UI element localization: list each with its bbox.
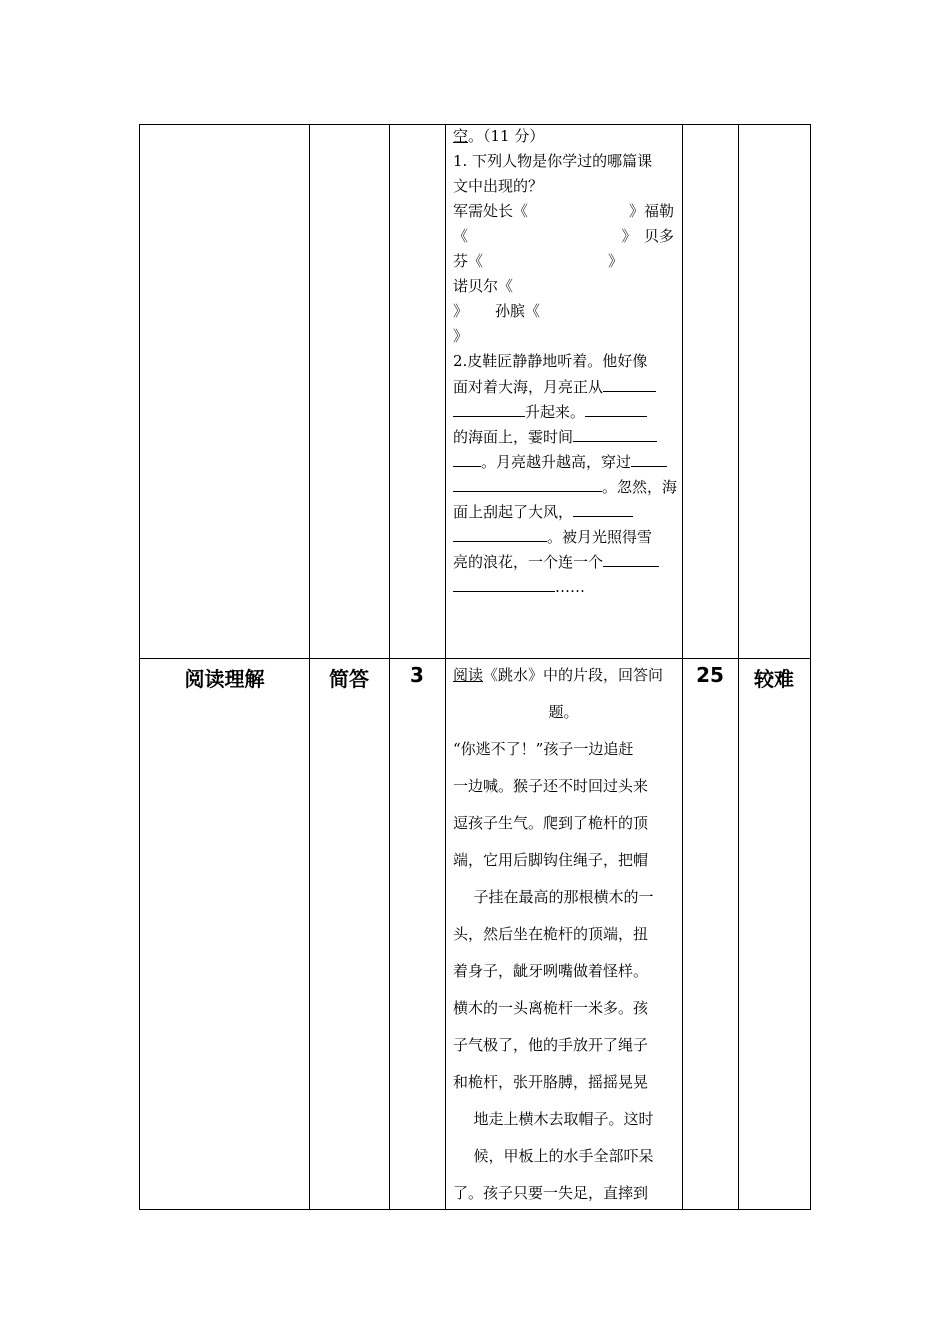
question-line: 。被月光照得雪 (453, 524, 674, 549)
question-line: …… (453, 574, 674, 599)
answer-blank (453, 524, 547, 542)
passage-line: 头，然后坐在桅杆的顶端，扭 (453, 925, 649, 943)
passage-line: 和桅杆，张开胳膊，摇摇晃晃 (453, 1073, 649, 1091)
answer-blank (585, 399, 647, 417)
answer-blank (603, 374, 656, 392)
answer-blank (573, 499, 633, 517)
question-line: 芬《 》 (453, 252, 624, 270)
answer-blank (631, 449, 667, 467)
answer-blank (453, 399, 525, 417)
question-line: 2.皮鞋匠静静地听着。他好像 (453, 352, 648, 370)
question-line: 》 (453, 327, 469, 345)
passage-line: “你逃不了！”孩子一边追赶 (453, 740, 634, 758)
answer-blank (453, 574, 555, 592)
question-line: 》 孙膑《 (453, 302, 541, 320)
answer-blank (603, 549, 659, 567)
question-line: 诺贝尔《 (453, 277, 514, 295)
passage-line: 了。孩子只要一失足，直摔到 (453, 1184, 649, 1202)
question-line: 面上刮起了大风， (453, 499, 674, 524)
category-cell: 阅读理解 (184, 667, 265, 691)
percent-cell: 25 (696, 663, 724, 687)
question-line: 。忽然，海 (453, 474, 674, 499)
difficulty-cell: 较难 (754, 667, 794, 691)
passage-line: 题。 (548, 703, 579, 721)
passage-line: 子挂在最高的那根横木的一 (473, 888, 654, 906)
question-line: 《 》 贝多 (453, 227, 674, 245)
passage-line: 地走上横木去取帽子。这时 (473, 1110, 654, 1128)
question-line: 文中出现的？ (453, 177, 544, 195)
passage-line: 候，甲板上的水手全部吓呆 (473, 1147, 654, 1165)
question-line: 亮的浪花，一个连一个 (453, 549, 674, 574)
question-line: 升起来。 (453, 399, 674, 424)
passage-line: 阅读《跳水》中的片段，回答问 (453, 666, 664, 684)
question-line: 面对着大海，月亮正从 (453, 374, 674, 399)
answer-blank (573, 424, 657, 442)
answer-blank (453, 474, 602, 492)
question-line: 。月亮越升越高，穿过 (453, 449, 674, 474)
passage-line: 子气极了，他的手放开了绳子 (453, 1036, 649, 1054)
question-line: 1. 下列人物是你学过的哪篇课 (453, 152, 653, 170)
question-line: 军需处长《 》福勒 (453, 202, 674, 220)
score-cell: 3 (410, 663, 424, 687)
passage-line: 着身子，龇牙咧嘴做着怪样。 (453, 962, 649, 980)
passage-line: 端，它用后脚钩住绳子，把帽 (453, 851, 649, 869)
question-line: 的海面上，霎时间 (453, 424, 674, 449)
question-type-cell: 简答 (329, 667, 369, 691)
question-line: 空。（11 分） (453, 127, 545, 145)
column-divider (445, 125, 446, 1209)
passage-line: 一边喊。猴子还不时回过头来 (453, 777, 649, 795)
answer-blank (453, 449, 481, 467)
passage-line: 逗孩子生气。爬到了桅杆的顶 (453, 814, 649, 832)
passage-line: 横木的一头离桅杆一米多。孩 (453, 999, 649, 1017)
